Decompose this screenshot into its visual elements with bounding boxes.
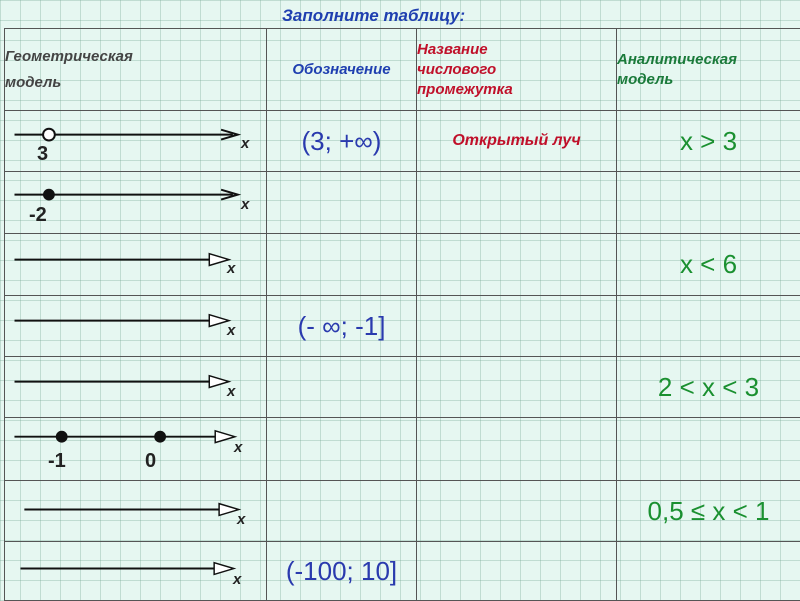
filled-point: [43, 189, 55, 201]
table-row: [5, 357, 800, 418]
interval-name-cell: [417, 481, 617, 542]
intervals-table: [4, 28, 800, 601]
geometric-model-cell: [5, 357, 267, 418]
table-row: [5, 542, 800, 601]
page-title: Заполните таблицу:: [282, 6, 465, 26]
axis-variable: x: [234, 439, 242, 456]
analytic-model-cell: [617, 542, 800, 601]
axis-variable: x: [227, 383, 235, 400]
analytic-model-cell: 0,5 ≤ x < 1: [617, 481, 800, 542]
axis-variable: x: [241, 196, 249, 213]
point-label: 3: [37, 143, 48, 166]
axis-variable: x: [241, 135, 249, 152]
interval-name-cell: [417, 542, 617, 601]
table-row: [5, 481, 800, 542]
analytic-model-cell: [617, 418, 800, 481]
axis-variable: x: [227, 260, 235, 277]
open-point: [43, 129, 55, 141]
notation-cell: (3; +∞): [267, 111, 417, 172]
notation-cell: [267, 418, 417, 481]
notation-cell: [267, 481, 417, 542]
analytic-model-cell: x < 6: [617, 234, 800, 296]
geometric-model-cell: [5, 111, 267, 172]
interval-name-cell: [417, 418, 617, 481]
analytic-model-cell: [617, 296, 800, 357]
table-row: [5, 296, 800, 357]
header-analytic-model: Аналитическая модель: [617, 29, 800, 111]
header-row: [5, 29, 800, 111]
interval-name-cell: Открытый луч: [417, 111, 617, 172]
axis-variable: x: [237, 511, 245, 528]
number-line: [5, 481, 266, 541]
interval-name-cell: [417, 234, 617, 296]
header-notation: Обозначение: [267, 29, 417, 111]
table-row: [5, 172, 800, 234]
filled-point: [154, 431, 166, 443]
axis-variable: x: [227, 322, 235, 339]
analytic-model-cell: 2 < x < 3: [617, 357, 800, 418]
header-interval-name: Название числового промежутка: [417, 29, 617, 111]
table-row: [5, 111, 800, 172]
geometric-model-cell: [5, 234, 267, 296]
geometric-model-cell: [5, 172, 267, 234]
interval-name-cell: [417, 357, 617, 418]
analytic-model-cell: [617, 172, 800, 234]
point-label: -2: [29, 204, 47, 227]
notation-cell: [267, 172, 417, 234]
interval-name-cell: [417, 172, 617, 234]
geometric-model-cell: [5, 418, 267, 481]
interval-name-cell: [417, 296, 617, 357]
table-row: [5, 234, 800, 296]
point-label: 0: [145, 450, 156, 473]
axis-variable: x: [233, 571, 241, 588]
point-label: -1: [48, 450, 66, 473]
table-row: [5, 418, 800, 481]
notation-cell: (- ∞; -1]: [267, 296, 417, 357]
geometric-model-cell: [5, 481, 267, 542]
number-line: [5, 542, 266, 600]
geometric-model-cell: [5, 542, 267, 601]
geometric-model-cell: [5, 296, 267, 357]
notation-cell: [267, 234, 417, 296]
filled-point: [56, 431, 68, 443]
notation-cell: [267, 357, 417, 418]
analytic-model-cell: x > 3: [617, 111, 800, 172]
header-geometric-model: Геометрическая модель: [5, 29, 267, 111]
number-line: [5, 418, 266, 480]
notation-cell: (-100; 10]: [267, 542, 417, 601]
